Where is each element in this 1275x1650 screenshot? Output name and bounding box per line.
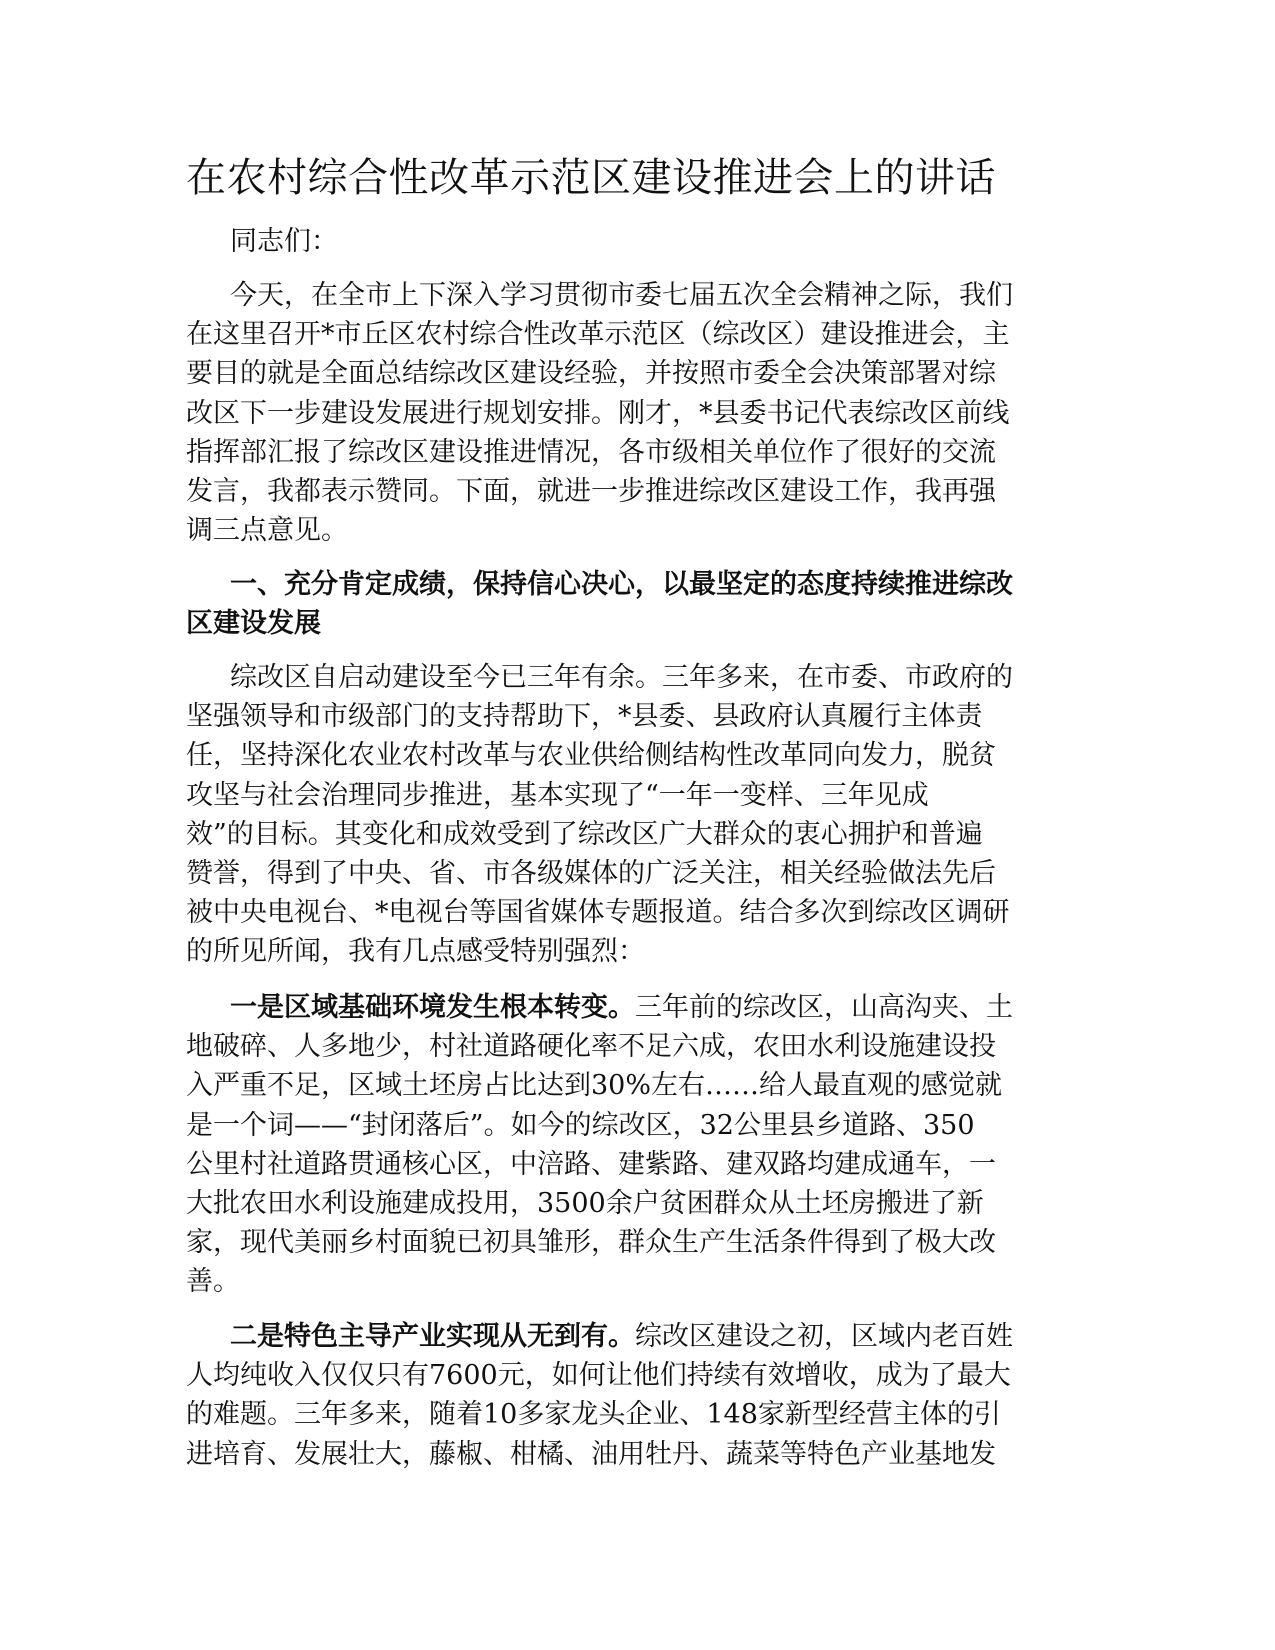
paragraph-infrastructure — [186, 988, 1078, 1302]
text-line: 人均纯收入仅仅只有7600元，如何让他们持续有效增收，成为了最大 — [186, 1360, 1011, 1392]
text-line: 善。 — [186, 1266, 240, 1298]
text-line: 今天，在全市上下深入学习贯彻市委七届五次全会精神之际，我们 — [230, 280, 1013, 311]
text-line: 指挥部汇报了综改区建设推进情况，各市级相关单位作了很好的交流 — [186, 436, 996, 468]
greeting — [186, 222, 1078, 261]
text-line: 进培育、发展壮大，藤椒、柑橘、油用牡丹、蔬菜等特色产业基地发 — [186, 1438, 996, 1470]
text-line: 效”的目标。其变化和成效受到了综改区广大群众的衷心拥护和普遍 — [186, 818, 983, 850]
text-line: 公里村社道路贯通核心区，中涪路、建紫路、建双路均建成通车，一 — [186, 1148, 996, 1180]
greeting-text: 同志们： — [230, 226, 338, 257]
text-fragment: 三年前的综改区，山高沟夹、土 — [635, 992, 1013, 1023]
text-line: 坚强领导和市级部门的支持帮助下，*县委、县政府认真履行主体责 — [186, 701, 983, 733]
text-line: 攻坚与社会治理同步推进，基本实现了“一年一变样、三年见成 — [186, 779, 929, 811]
text-line: 的所见所闻，我有几点感受特别强烈： — [186, 936, 645, 968]
paragraph-industry — [186, 1317, 1078, 1474]
heading-line: 区建设发展 — [186, 608, 321, 640]
text-line: 赞誉，得到了中央、省、市各级媒体的广泛关注，相关经验做法先后 — [186, 857, 996, 889]
text-line: 发言，我都表示赞同。下面，就进一步推进综改区建设工作，我再强 — [186, 475, 996, 507]
text-line: 是一个词——“封闭落后”。如今的综改区，32公里县乡道路、350 — [186, 1109, 975, 1141]
text-line: 任，坚持深化农业农村改革与农业供给侧结构性改革同向发力，脱贫 — [186, 740, 996, 772]
paragraph-intro — [186, 276, 1078, 550]
text-line — [186, 1317, 1078, 1356]
text-fragment: 综改区建设之初，区域内老百姓 — [635, 1321, 1013, 1352]
text-line: 地破碎、人多地少，村社道路硬化率不足六成，农田水利设施建设投 — [186, 1031, 996, 1063]
lead-phrase: 一是区域基础环境发生根本转变。 — [230, 992, 635, 1023]
text-line: 综改区自启动建设至今已三年有余。三年多来，在市委、市政府的 — [230, 662, 1013, 693]
paragraph-achievements — [186, 658, 1078, 972]
document-title: 在农村综合性改革示范区建设推进会上的讲话 — [186, 155, 996, 201]
lead-phrase: 二是特色主导产业实现从无到有。 — [230, 1321, 635, 1352]
text-line: 入严重不足，区域土坯房占比达到30%左右……给人最直观的感觉就 — [186, 1070, 1003, 1102]
text-line — [186, 988, 1078, 1027]
text-line: 调三点意见。 — [186, 515, 348, 547]
text-line: 改区下一步建设发展进行规划安排。刚才，*县委书记代表综改区前线 — [186, 397, 1010, 429]
text-line: 被中央电视台、*电视台等国省媒体专题报道。结合多次到综改区调研 — [186, 897, 1010, 929]
text-line: 大批农田水利设施建成投用，3500余户贫困群众从土坯房搬进了新 — [186, 1187, 984, 1219]
text-line: 家，现代美丽乡村面貌已初具雏形，群众生产生活条件得到了极大改 — [186, 1227, 996, 1259]
text-line: 在这里召开*市丘区农村综合性改革示范区（综改区）建设推进会，主 — [186, 319, 1010, 351]
text-line: 的难题。三年多来，随着10多家龙头企业、148家新型经营主体的引 — [186, 1399, 1001, 1431]
text-line: 要目的就是全面总结综改区建设经验，并按照市委全会决策部署对综 — [186, 358, 996, 390]
section-heading-1 — [186, 565, 1078, 643]
heading-line: 一、充分肯定成绩，保持信心决心，以最坚定的态度持续推进综改 — [230, 569, 1013, 600]
